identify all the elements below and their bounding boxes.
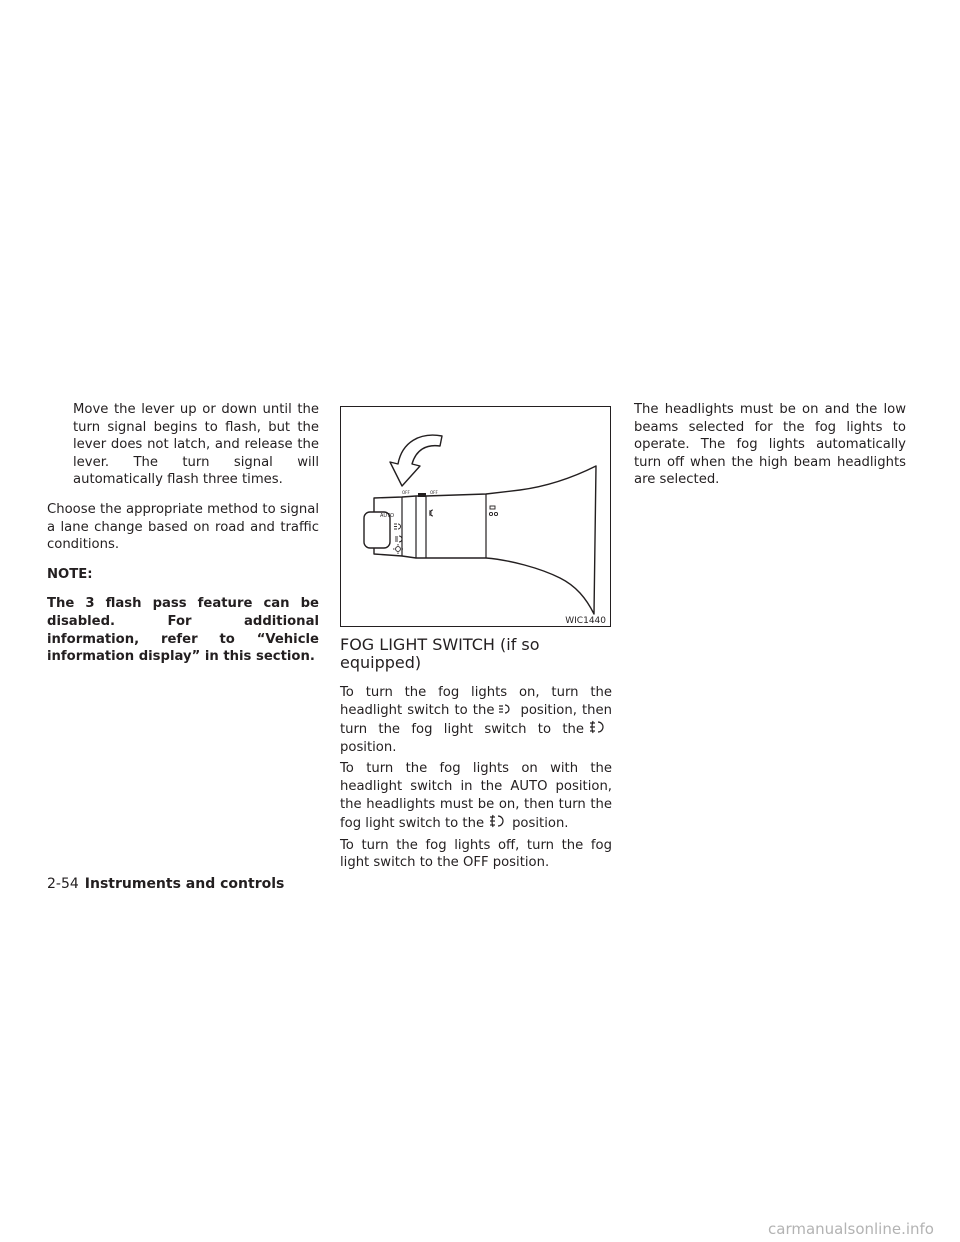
lever-illustration — [340, 406, 611, 627]
label-auto: AUTO — [380, 513, 395, 519]
page-footer — [47, 876, 284, 892]
fog-on-text-a: To turn the fog lights on, turn the headlight switch to the — [340, 685, 612, 718]
fog-light-position-icon — [486, 813, 510, 829]
paragraph-lane-change: Choose the appropriate method to signal a lane change based on road and traffic conditions. — [47, 501, 319, 553]
label-off-left: OFF — [402, 490, 410, 495]
paragraph-fog-off: To turn the fog lights off, turn the fog light switch to the OFF position. — [340, 837, 612, 871]
column-left — [47, 401, 319, 666]
note-text: The 3 flash pass feature can be disabled. For additional information, refer to “Vehicle information display” in this section. — [47, 596, 319, 665]
fog-light-position-icon — [586, 719, 610, 735]
paragraph-low-beam-requirement: The headlights must be on and the low beams selected for the fog lights to operate. The fog lights automatically turn off when the high beam headlights are selected. — [634, 402, 906, 488]
section-heading: FOG LIGHT SWITCH (if so equipped) — [340, 635, 540, 672]
paragraph-fog-auto — [340, 760, 612, 832]
paragraph-fog-on — [340, 684, 612, 756]
paragraph-lever-instruction: Move the lever up or down until the turn signal begins to flash, but the lever does not latch, and release the lever. The turn signal will automatically flash three times. — [73, 402, 319, 488]
fog-auto-text-a: To turn the fog lights on with the headlight switch in the AUTO position, the headlights must be on, then turn the fog light switch to the — [340, 761, 612, 832]
figure-fog-light-switch — [340, 406, 611, 627]
watermark: carmanualsonline.info — [768, 1220, 934, 1238]
page-number: 2-54 — [47, 876, 79, 892]
fog-on-text-b: position, then turn the fog light switch to the — [340, 702, 612, 738]
note-label: NOTE: — [47, 566, 93, 582]
column-middle — [340, 636, 612, 872]
fog-on-text-c: position. — [340, 739, 397, 755]
chapter-title: Instruments and controls — [84, 876, 285, 892]
label-off-right: OFF — [430, 490, 438, 495]
fog-auto-text-b: position. — [512, 816, 569, 832]
headlight-position-icon — [496, 702, 518, 716]
column-right — [634, 401, 906, 489]
figure-code: WIC1440 — [565, 616, 606, 626]
